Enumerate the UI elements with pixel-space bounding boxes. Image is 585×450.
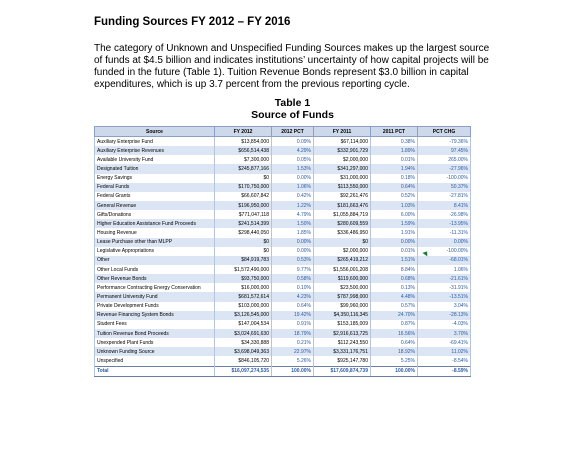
- cell-source: Other: [95, 256, 215, 265]
- cell-source: Designated Tuition: [95, 164, 215, 173]
- cell-fy2012: $846,105,720: [215, 356, 272, 366]
- header-2012-pct: 2012 PCT: [272, 127, 314, 137]
- cell-pct-chg: -13.51%: [418, 292, 471, 301]
- cell-fy2012: $103,000,000: [215, 302, 272, 311]
- cell-pct-chg: 3.04%: [418, 302, 471, 311]
- cell-2012-pct: 1.22%: [272, 201, 314, 210]
- cell-fy2012: $3,698,049,363: [215, 347, 272, 356]
- cell-fy2012: $84,919,783: [215, 256, 272, 265]
- cell-fy2012: $0: [215, 174, 272, 183]
- cell-fy2011: $31,000,000: [314, 174, 371, 183]
- cell-fy2011: $787,998,000: [314, 292, 371, 301]
- table-row: [95, 292, 471, 301]
- cell-2012-pct: 4.29%: [272, 146, 314, 155]
- total-2011-pct: 100.00%: [371, 366, 418, 376]
- cell-fy2011: $925,147,780: [314, 356, 371, 366]
- cell-source: General Revenue: [95, 201, 215, 210]
- cell-source: Federal Funds: [95, 183, 215, 192]
- cell-pct-chg: -27.81%: [418, 192, 471, 201]
- cell-fy2012: $681,572,614: [215, 292, 272, 301]
- cell-2011-pct: 0.00%: [371, 238, 418, 247]
- cell-pct-chg: -79.36%: [418, 137, 471, 147]
- cell-2011-pct: 0.52%: [371, 192, 418, 201]
- cell-2011-pct: 0.01%: [371, 155, 418, 164]
- cell-source: Performance Contracting Energy Conservation: [95, 283, 215, 292]
- cell-fy2011: $280,609,559: [314, 219, 371, 228]
- cell-fy2011: $153,185,009: [314, 320, 371, 329]
- cell-source: Unspecified: [95, 356, 215, 366]
- cell-source: Auxiliary Enterprise Fund: [95, 137, 215, 147]
- cell-2011-pct: 1.03%: [371, 201, 418, 210]
- table-title: Table 1: [274, 97, 311, 109]
- cell-fy2012: $656,514,438: [215, 146, 272, 155]
- table-row: [95, 283, 471, 292]
- cell-fy2011: $2,000,000: [314, 247, 371, 256]
- cell-fy2011: $332,901,729: [314, 146, 371, 155]
- cell-fy2012: $298,440,050: [215, 228, 272, 237]
- cell-source: Higher Education Assistance Fund Proceeds: [95, 219, 215, 228]
- cell-pct-chg: -13.95%: [418, 219, 471, 228]
- cell-pct-chg: -100.00%: [418, 174, 471, 183]
- cell-source: Private Development Funds: [95, 302, 215, 311]
- cell-pct-chg: -21.61%: [418, 274, 471, 283]
- cell-fy2012: $34,330,888: [215, 338, 272, 347]
- cell-2012-pct: 0.00%: [272, 238, 314, 247]
- total-pct-chg: -8.59%: [418, 366, 471, 376]
- table-row: [95, 329, 471, 338]
- cell-2011-pct: 5.25%: [371, 356, 418, 366]
- cell-pct-chg: 265.00%: [418, 155, 471, 164]
- cell-2011-pct: 18.92%: [371, 347, 418, 356]
- cell-source: Tuition Revenue Bond Proceeds: [95, 329, 215, 338]
- cell-fy2011: $2,000,000: [314, 155, 371, 164]
- cell-2011-pct: 0.38%: [371, 137, 418, 147]
- cell-fy2012: $93,750,000: [215, 274, 272, 283]
- cell-2011-pct: 16.56%: [371, 329, 418, 338]
- cell-pct-chg: 50.37%: [418, 183, 471, 192]
- cell-fy2012: $241,514,399: [215, 219, 272, 228]
- table-row: [95, 311, 471, 320]
- cell-2011-pct: 4.48%: [371, 292, 418, 301]
- cell-fy2011: $67,114,000: [314, 137, 371, 147]
- cell-2011-pct: 6.00%: [371, 210, 418, 219]
- cell-2012-pct: 1.50%: [272, 219, 314, 228]
- cell-fy2011: $181,663,476: [314, 201, 371, 210]
- cell-2011-pct: 0.18%: [371, 174, 418, 183]
- cell-2011-pct: 1.51%: [371, 256, 418, 265]
- cell-2012-pct: 22.97%: [272, 347, 314, 356]
- cell-fy2012: $170,750,000: [215, 183, 272, 192]
- cell-2012-pct: 0.00%: [272, 247, 314, 256]
- cell-fy2011: $336,486,950: [314, 228, 371, 237]
- cell-fy2011: $2,916,613,725: [314, 329, 371, 338]
- cell-2012-pct: 5.26%: [272, 356, 314, 366]
- cell-2012-pct: 0.53%: [272, 256, 314, 265]
- cell-pct-chg: -26.98%: [418, 210, 471, 219]
- cell-2012-pct: 18.79%: [272, 329, 314, 338]
- table-row: [95, 265, 471, 274]
- cell-source: Other Revenue Bonds: [95, 274, 215, 283]
- table-row: [95, 174, 471, 183]
- table-row: [95, 256, 471, 265]
- total-2012-pct: 100.00%: [272, 366, 314, 376]
- cell-2012-pct: 0.00%: [272, 174, 314, 183]
- cell-fy2012: $7,300,000: [215, 155, 272, 164]
- cell-fy2011: $0: [314, 238, 371, 247]
- cell-fy2011: $99,960,000: [314, 302, 371, 311]
- cell-2012-pct: 0.42%: [272, 192, 314, 201]
- table-row: [95, 164, 471, 173]
- header-fy2012: FY 2012: [215, 127, 272, 137]
- table-row: [95, 210, 471, 219]
- table-row: [95, 219, 471, 228]
- cell-2012-pct: 0.91%: [272, 320, 314, 329]
- table-row: [95, 302, 471, 311]
- cell-pct-chg: -68.01%: [418, 256, 471, 265]
- cell-source: Unknown Funding Source: [95, 347, 215, 356]
- cell-2012-pct: 0.05%: [272, 155, 314, 164]
- table-row: [95, 155, 471, 164]
- cell-2012-pct: 1.06%: [272, 183, 314, 192]
- cell-2011-pct: 0.01%: [371, 247, 418, 256]
- table-row: [95, 146, 471, 155]
- source-of-funds-table: [94, 126, 471, 377]
- table-row: [95, 347, 471, 356]
- cell-source: Revenue Financing System Bonds: [95, 311, 215, 320]
- table-row: [95, 338, 471, 347]
- cell-source: Student Fees: [95, 320, 215, 329]
- table-row: [95, 183, 471, 192]
- cell-source: Federal Grants: [95, 192, 215, 201]
- cell-fy2011: $23,500,000: [314, 283, 371, 292]
- cell-pct-chg: 11.02%: [418, 347, 471, 356]
- cell-2012-pct: 0.09%: [272, 137, 314, 147]
- cell-fy2012: $66,607,842: [215, 192, 272, 201]
- cell-2011-pct: 1.94%: [371, 164, 418, 173]
- cell-fy2012: $16,000,000: [215, 283, 272, 292]
- cell-pct-chg: -27.96%: [418, 164, 471, 173]
- cell-pct-chg: 3.70%: [418, 329, 471, 338]
- cell-2011-pct: 24.70%: [371, 311, 418, 320]
- cell-source: Permanent University Fund: [95, 292, 215, 301]
- total-fy2012: $16,097,274,535: [215, 366, 272, 376]
- table-total-row: [95, 366, 471, 376]
- table-row: [95, 274, 471, 283]
- cell-2012-pct: 0.64%: [272, 302, 314, 311]
- cell-2011-pct: 1.59%: [371, 219, 418, 228]
- table-row: [95, 192, 471, 201]
- cell-pct-chg: 1.06%: [418, 265, 471, 274]
- cell-fy2011: $112,243,550: [314, 338, 371, 347]
- cell-2011-pct: 1.89%: [371, 146, 418, 155]
- cell-2012-pct: 0.10%: [272, 283, 314, 292]
- cell-2012-pct: 4.79%: [272, 210, 314, 219]
- cell-fy2011: $92,261,476: [314, 192, 371, 201]
- cell-2012-pct: 0.58%: [272, 274, 314, 283]
- cell-2011-pct: 8.84%: [371, 265, 418, 274]
- cell-2011-pct: 0.13%: [371, 283, 418, 292]
- table-row: [95, 247, 471, 256]
- table-row: [95, 228, 471, 237]
- cell-fy2012: $0: [215, 238, 272, 247]
- cell-fy2011: $4,350,116,345: [314, 311, 371, 320]
- header-source: Source: [95, 127, 215, 137]
- cell-2011-pct: 0.87%: [371, 320, 418, 329]
- cell-fy2012: $1,572,490,000: [215, 265, 272, 274]
- cell-pct-chg: -28.13%: [418, 311, 471, 320]
- cell-2011-pct: 0.64%: [371, 183, 418, 192]
- cell-fy2011: $1,055,884,719: [314, 210, 371, 219]
- cell-2011-pct: 0.57%: [371, 302, 418, 311]
- cell-source: Legislative Appropriations: [95, 247, 215, 256]
- total-fy2011: $17,609,874,739: [314, 366, 371, 376]
- cell-source: Housing Revenue: [95, 228, 215, 237]
- intro-paragraph: The category of Unknown and Unspecified Funding Sources makes up the largest source of funds at $4.5 billion and indicates institutions’ uncertainty of how capital projects will be funded in the future (Table 1). Tuition Revenue Bonds represent $3.0 billion in capital expenditures, which is up 3.7 percent from the previous reporting cycle.: [94, 43, 490, 90]
- cell-pct-chg: 8.41%: [418, 201, 471, 210]
- cell-pct-chg: 97.45%: [418, 146, 471, 155]
- cell-pct-chg: 0.00%: [418, 238, 471, 247]
- cell-fy2012: $0: [215, 247, 272, 256]
- cell-pct-chg: -100.00%: [418, 247, 471, 256]
- cell-fy2012: $245,877,166: [215, 164, 272, 173]
- cell-fy2011: $265,419,212: [314, 256, 371, 265]
- cell-fy2011: $1,556,001,208: [314, 265, 371, 274]
- cell-2012-pct: 4.23%: [272, 292, 314, 301]
- cell-2011-pct: 0.64%: [371, 338, 418, 347]
- table-row: [95, 356, 471, 366]
- cell-2012-pct: 9.77%: [272, 265, 314, 274]
- header-fy2011: FY 2011: [314, 127, 371, 137]
- cell-source: Energy Savings: [95, 174, 215, 183]
- cell-fy2011: $119,600,000: [314, 274, 371, 283]
- cell-source: Other Local Funds: [95, 265, 215, 274]
- cell-2012-pct: 1.85%: [272, 228, 314, 237]
- table-header-row: [95, 127, 471, 137]
- cell-fy2012: $771,047,118: [215, 210, 272, 219]
- table-subtitle: Source of Funds: [251, 109, 334, 121]
- header-2011-pct: 2011 PCT: [371, 127, 418, 137]
- cell-fy2012: $13,854,000: [215, 137, 272, 147]
- cell-source: Auxiliary Enterprise Revenues: [95, 146, 215, 155]
- header-pct-chg: PCT CHG: [418, 127, 471, 137]
- cell-fy2012: $3,126,545,000: [215, 311, 272, 320]
- cell-fy2012: $147,004,534: [215, 320, 272, 329]
- cell-pct-chg: -69.41%: [418, 338, 471, 347]
- total-label: Total: [95, 366, 215, 376]
- cell-2012-pct: 19.42%: [272, 311, 314, 320]
- page-heading: Funding Sources FY 2012 – FY 2016: [94, 16, 291, 28]
- table-row: [95, 320, 471, 329]
- table-row: [95, 201, 471, 210]
- cell-pct-chg: -4.03%: [418, 320, 471, 329]
- cell-fy2012: $196,950,000: [215, 201, 272, 210]
- cell-fy2011: $3,331,176,751: [314, 347, 371, 356]
- cell-2011-pct: 0.68%: [371, 274, 418, 283]
- cell-source: Lease Purchase other than MLPP: [95, 238, 215, 247]
- cell-fy2012: $3,024,691,630: [215, 329, 272, 338]
- cell-2012-pct: 1.53%: [272, 164, 314, 173]
- cell-pct-chg: -31.91%: [418, 283, 471, 292]
- cell-pct-chg: -11.31%: [418, 228, 471, 237]
- table-row: [95, 238, 471, 247]
- cell-fy2011: $113,550,000: [314, 183, 371, 192]
- cell-source: Unexpended Plant Funds: [95, 338, 215, 347]
- cell-source: Gifts/Donations: [95, 210, 215, 219]
- cell-2011-pct: 1.91%: [371, 228, 418, 237]
- cell-pct-chg: -8.54%: [418, 356, 471, 366]
- cell-fy2011: $341,297,000: [314, 164, 371, 173]
- cell-source: Available University Fund: [95, 155, 215, 164]
- table-row: [95, 137, 471, 147]
- cell-2012-pct: 0.21%: [272, 338, 314, 347]
